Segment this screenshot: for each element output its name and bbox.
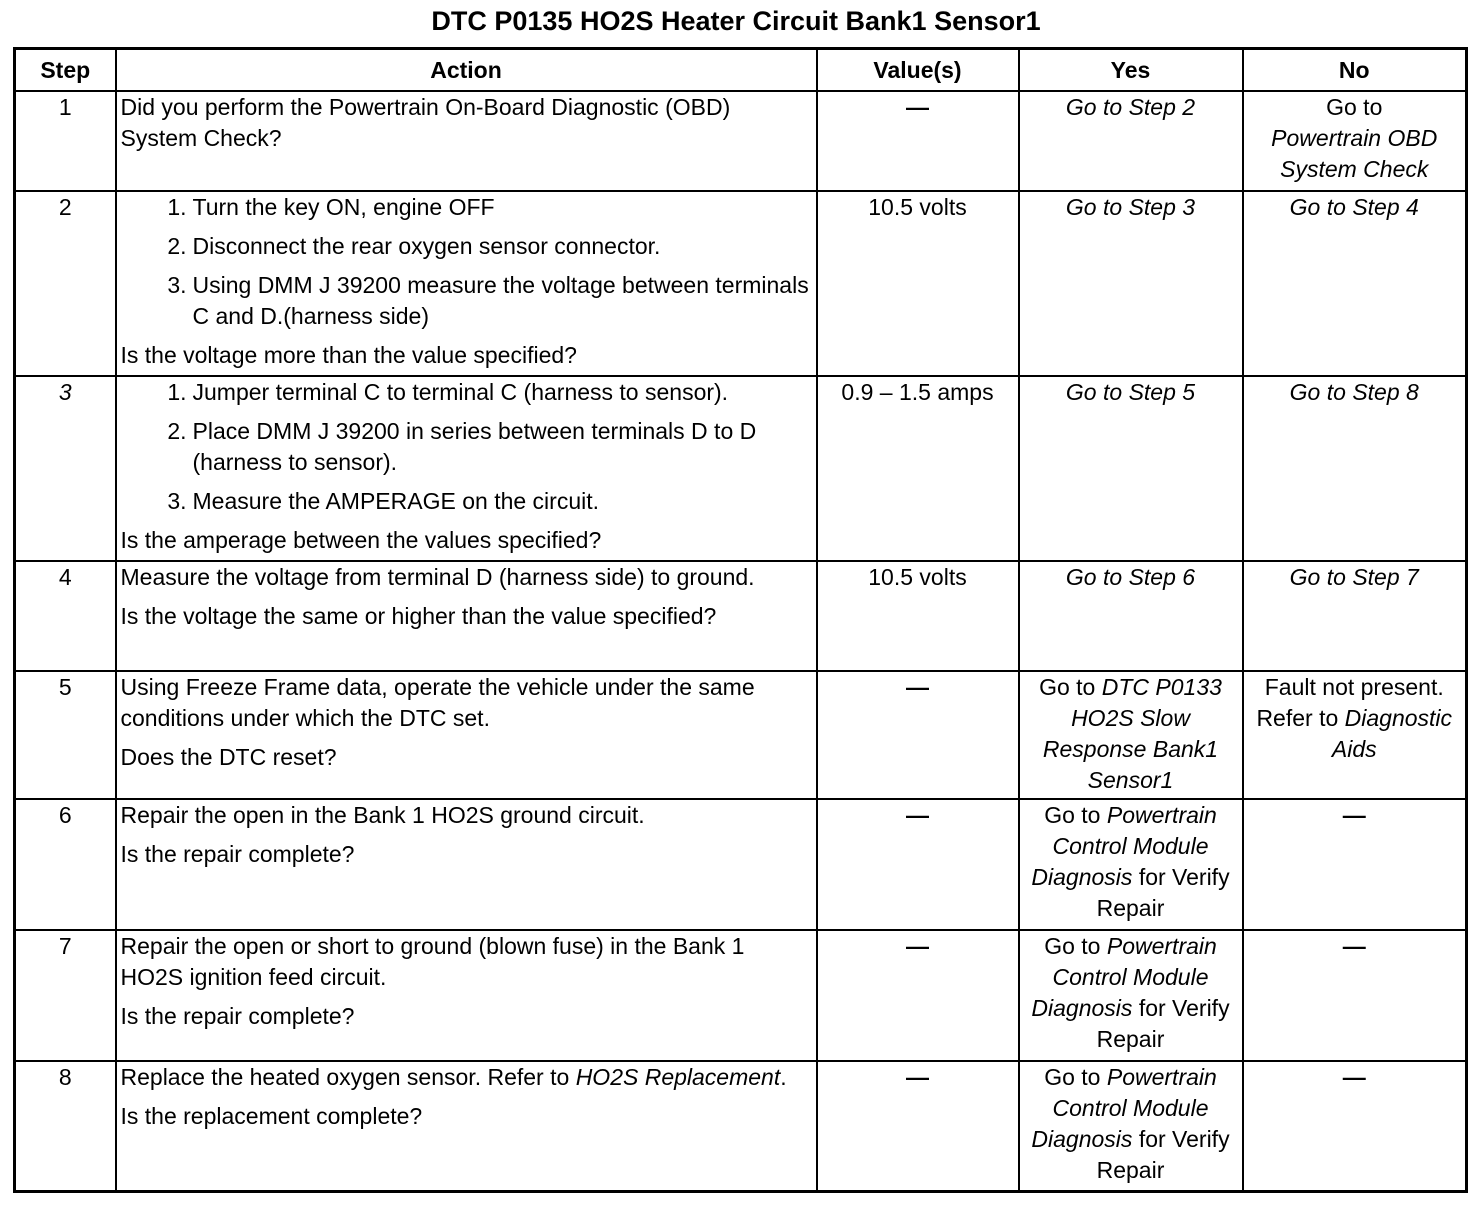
list-text: Using DMM J 39200 measure the voltage between terminals C and D.(harness side) xyxy=(192,272,809,329)
yes-suffix: for Verify Repair xyxy=(1096,995,1230,1052)
header-no: No xyxy=(1243,49,1467,92)
step-number: 5 xyxy=(15,671,116,799)
action-question: Is the voltage more than the value specified? xyxy=(120,342,577,368)
no-text: — xyxy=(1342,802,1366,828)
no-prefix: Fault not present. Refer to xyxy=(1256,674,1444,731)
table-row xyxy=(15,91,1467,191)
list-number: 2. xyxy=(167,418,187,444)
no-prefix: Go to xyxy=(1326,94,1383,120)
list-item xyxy=(121,192,812,223)
header-row xyxy=(15,49,1467,92)
action-text xyxy=(116,799,817,930)
page-title: DTC P0135 HO2S Heater Circuit Bank1 Sensor1 xyxy=(431,6,1041,36)
yes-link[interactable]: Go to Step 3 xyxy=(1065,194,1196,220)
action-text xyxy=(116,91,817,191)
no-cell xyxy=(1243,376,1467,561)
yes-link[interactable]: Powertrain Control Module Diagnosis xyxy=(1031,802,1217,890)
no-link[interactable]: Diagnostic Aids xyxy=(1331,705,1453,762)
action-text xyxy=(116,191,817,376)
no-text: — xyxy=(1342,1064,1366,1090)
no-cell xyxy=(1243,671,1467,799)
step-number: 7 xyxy=(15,930,116,1061)
no-link[interactable]: Go to Step 8 xyxy=(1289,379,1419,405)
yes-cell xyxy=(1019,561,1243,671)
action-suffix: . xyxy=(780,1064,787,1090)
no-cell xyxy=(1243,561,1467,671)
list-number: 3. xyxy=(167,488,187,514)
yes-cell xyxy=(1019,191,1243,376)
table-row xyxy=(15,561,1467,671)
action-instruction: Repair the open in the Bank 1 HO2S ground circuit. xyxy=(120,802,645,828)
list-item xyxy=(121,377,812,408)
value-cell xyxy=(817,1061,1019,1192)
action-question: Is the replacement complete? xyxy=(120,1103,423,1129)
list-number: 1. xyxy=(167,194,187,220)
action-instruction: Repair the open or short to ground (blown fuse) in the Bank 1 HO2S ignition feed circuit. xyxy=(120,933,745,990)
action-text xyxy=(116,1061,817,1192)
header-action: Action xyxy=(116,49,817,92)
step-number: 3 xyxy=(15,376,116,561)
table-row xyxy=(15,191,1467,376)
list-number: 2. xyxy=(167,233,187,259)
no-cell xyxy=(1243,91,1467,191)
no-cell xyxy=(1243,799,1467,930)
action-instruction: Measure the voltage from terminal D (harness side) to ground. xyxy=(120,564,755,590)
list-item xyxy=(121,416,812,478)
list-text: Measure the AMPERAGE on the circuit. xyxy=(192,488,600,514)
value-cell xyxy=(817,799,1019,930)
action-question: Is the repair complete? xyxy=(120,841,355,867)
header-values: Value(s) xyxy=(817,49,1019,92)
yes-cell xyxy=(1019,91,1243,191)
value-text: — xyxy=(906,94,929,120)
yes-cell xyxy=(1019,376,1243,561)
header-step: Step xyxy=(15,49,116,92)
action-steps xyxy=(121,192,812,332)
value-cell xyxy=(817,191,1019,376)
yes-link[interactable]: Powertrain Control Module Diagnosis xyxy=(1031,933,1217,1021)
action-text xyxy=(116,671,817,799)
yes-prefix: Go to xyxy=(1044,802,1101,828)
value-text: — xyxy=(906,1064,929,1090)
action-instruction: Using Freeze Frame data, operate the vehicle under the same conditions under which the DTC set. xyxy=(120,674,755,731)
value-text: 10.5 volts xyxy=(868,564,967,590)
list-text: Turn the key ON, engine OFF xyxy=(192,194,495,220)
no-cell xyxy=(1243,930,1467,1061)
yes-prefix: Go to xyxy=(1044,933,1101,959)
action-question: Did you perform the Powertrain On-Board Diagnostic (OBD) System Check? xyxy=(120,94,731,151)
value-cell xyxy=(817,91,1019,191)
action-text xyxy=(116,930,817,1061)
yes-link[interactable]: Go to Step 2 xyxy=(1065,94,1196,120)
step-number: 8 xyxy=(15,1061,116,1192)
list-text: Disconnect the rear oxygen sensor connector. xyxy=(192,233,661,259)
step-number: 1 xyxy=(15,91,116,191)
step-number: 6 xyxy=(15,799,116,930)
value-cell xyxy=(817,561,1019,671)
value-text: — xyxy=(906,933,929,959)
action-link[interactable]: HO2S Replacement xyxy=(575,1064,781,1090)
list-number: 1. xyxy=(167,379,187,405)
action-instruction xyxy=(121,1062,812,1093)
step-number: 2 xyxy=(15,191,116,376)
yes-cell xyxy=(1019,1061,1243,1192)
table-row xyxy=(15,671,1467,799)
yes-link[interactable]: Go to Step 5 xyxy=(1065,379,1196,405)
yes-prefix: Go to xyxy=(1044,1064,1101,1090)
action-question: Does the DTC reset? xyxy=(120,744,337,770)
yes-prefix: Go to xyxy=(1039,674,1096,700)
yes-suffix: for Verify Repair xyxy=(1096,1126,1230,1183)
action-steps xyxy=(121,377,812,517)
action-question: Is the repair complete? xyxy=(120,1003,355,1029)
yes-link[interactable]: Go to Step 6 xyxy=(1065,564,1196,590)
table-row xyxy=(15,376,1467,561)
yes-cell xyxy=(1019,799,1243,930)
no-link[interactable]: Powertrain OBD System Check xyxy=(1271,125,1438,182)
value-cell xyxy=(817,930,1019,1061)
list-item xyxy=(121,270,812,332)
value-text: — xyxy=(906,802,929,828)
step-number: 4 xyxy=(15,561,116,671)
no-cell xyxy=(1243,1061,1467,1192)
value-text: 0.9 – 1.5 amps xyxy=(841,379,994,405)
list-item xyxy=(121,486,812,517)
value-text: 10.5 volts xyxy=(868,194,967,220)
yes-link[interactable]: Powertrain Control Module Diagnosis xyxy=(1031,1064,1217,1152)
action-text xyxy=(116,376,817,561)
no-link[interactable]: Go to Step 7 xyxy=(1289,564,1419,590)
action-question: Is the voltage the same or higher than the value specified? xyxy=(120,603,717,629)
yes-link[interactable]: DTC P0133 HO2S Slow Response Bank1 Sensor1 xyxy=(1042,674,1222,793)
value-cell xyxy=(817,671,1019,799)
diagnostic-table xyxy=(13,47,1468,1193)
no-link[interactable]: Go to Step 4 xyxy=(1289,194,1419,220)
yes-cell xyxy=(1019,671,1243,799)
list-text: Jumper terminal C to terminal C (harness to sensor). xyxy=(192,379,729,405)
table-row xyxy=(15,930,1467,1061)
yes-cell xyxy=(1019,930,1243,1061)
action-prefix: Replace the heated oxygen sensor. Refer to xyxy=(120,1064,570,1090)
list-item xyxy=(121,231,812,262)
header-yes: Yes xyxy=(1019,49,1243,92)
list-text: Place DMM J 39200 in series between terminals D to D (harness to sensor). xyxy=(192,418,757,475)
value-text: — xyxy=(906,674,929,700)
no-cell xyxy=(1243,191,1467,376)
table-row xyxy=(15,799,1467,930)
no-text: — xyxy=(1342,933,1366,959)
value-cell xyxy=(817,376,1019,561)
table-row xyxy=(15,1061,1467,1192)
action-text xyxy=(116,561,817,671)
action-question: Is the amperage between the values specified? xyxy=(120,527,602,553)
yes-suffix: for Verify Repair xyxy=(1096,864,1230,921)
list-number: 3. xyxy=(167,272,187,298)
